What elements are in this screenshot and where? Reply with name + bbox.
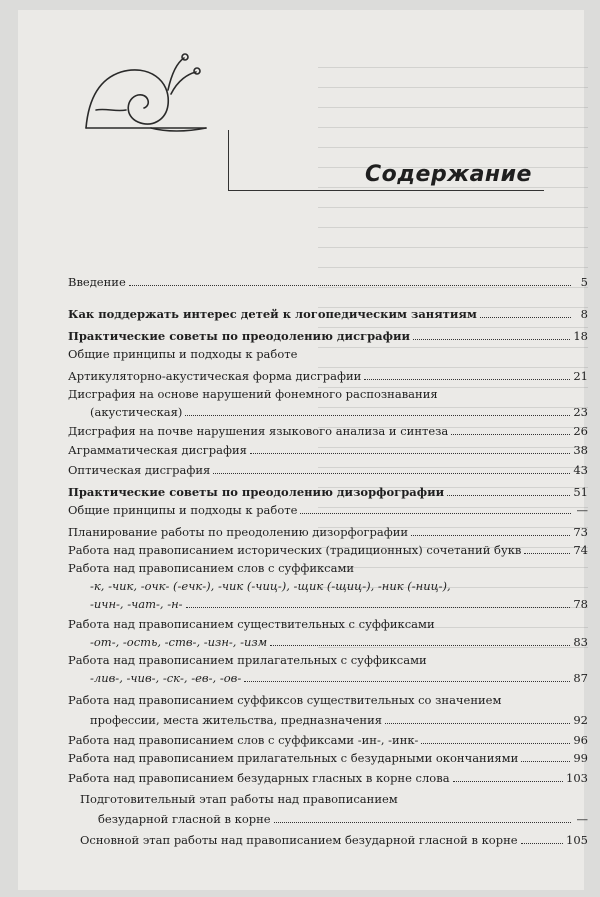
toc-page-number: — bbox=[576, 503, 588, 517]
toc-entry bbox=[68, 525, 588, 539]
toc-entry bbox=[68, 561, 588, 575]
toc-entry bbox=[98, 812, 588, 826]
toc-entry bbox=[68, 329, 588, 343]
toc-page-number: 78 bbox=[573, 597, 588, 611]
dot-leader bbox=[270, 644, 570, 646]
toc-page-number: 74 bbox=[573, 543, 588, 557]
toc-entry bbox=[68, 443, 588, 457]
toc-entry bbox=[90, 579, 588, 593]
dot-leader bbox=[364, 378, 570, 380]
toc-page-number: 38 bbox=[573, 443, 588, 457]
toc-entry bbox=[68, 693, 588, 707]
toc-page-number: 51 bbox=[573, 485, 588, 499]
toc-entry bbox=[68, 733, 588, 747]
toc-entry-title: Работа над правописанием прилагательных с безударными окончаниями bbox=[68, 751, 519, 765]
dot-leader bbox=[413, 338, 570, 340]
toc-entry bbox=[80, 833, 588, 847]
toc-page-number: 105 bbox=[566, 833, 588, 847]
toc-page-number: 43 bbox=[573, 463, 588, 477]
toc-page-number: 18 bbox=[573, 329, 588, 343]
toc-page-number: 23 bbox=[573, 405, 588, 419]
dot-leader bbox=[244, 680, 570, 682]
dot-leader bbox=[524, 552, 570, 554]
toc-entry-title: Подготовительный этап работы над правописанием bbox=[80, 792, 398, 806]
toc-entry bbox=[90, 713, 588, 727]
toc-page-number: 8 bbox=[580, 307, 588, 321]
toc-entry-title: Работа над правописанием прилагательных с суффиксами bbox=[68, 653, 427, 667]
toc-page-number: 87 bbox=[573, 671, 588, 685]
toc-entry-title: Общие принципы и подходы к работе bbox=[68, 347, 298, 361]
toc-entry bbox=[90, 597, 588, 611]
toc-entry bbox=[68, 387, 588, 401]
book-page bbox=[18, 10, 588, 890]
dot-leader bbox=[213, 472, 570, 474]
toc-entry bbox=[68, 485, 588, 499]
toc-entry-title: Аграмматическая дисграфия bbox=[68, 443, 247, 457]
toc-entry bbox=[68, 424, 588, 438]
toc-entry bbox=[68, 617, 588, 631]
toc-entry-title: (акустическая) bbox=[90, 405, 183, 419]
title-frame-vertical-line bbox=[228, 130, 229, 191]
toc-entry-title: Оптическая дисграфия bbox=[68, 463, 211, 477]
toc-entry-title: Дисграфия на почве нарушения языкового анализа и синтеза bbox=[68, 424, 449, 438]
toc-entry bbox=[68, 307, 588, 321]
toc-entry bbox=[68, 275, 588, 289]
toc-entry bbox=[68, 751, 588, 765]
toc-page-number: 96 bbox=[573, 733, 588, 747]
toc-entry-title: Работа над правописанием слов с суффиксами bbox=[68, 561, 355, 575]
toc-entry-title: -от-, -ость, -ств-, -изн-, -изм bbox=[90, 635, 268, 649]
toc-page-number: 92 bbox=[573, 713, 588, 727]
toc-page-number: 26 bbox=[573, 424, 588, 438]
toc-entry-title: Работа над правописанием исторических (традиционных) сочетаний букв bbox=[68, 543, 522, 557]
toc-entry bbox=[68, 543, 588, 557]
dot-leader bbox=[185, 414, 570, 416]
toc-page-number: 103 bbox=[566, 771, 588, 785]
toc-entry bbox=[68, 463, 588, 477]
toc-entry-title: Введение bbox=[68, 275, 126, 289]
toc-entry-title: Практические советы по преодолению дисграфии bbox=[68, 329, 411, 343]
toc-entry-title: -ичн-, -чат-, -н- bbox=[90, 597, 183, 611]
toc-entry-title: Дисграфия на основе нарушений фонемного распознавания bbox=[68, 387, 438, 401]
dot-leader bbox=[447, 494, 570, 496]
title-underline bbox=[228, 190, 544, 191]
toc-entry-title: -лив-, -чив-, -ск-, -ев-, -ов- bbox=[90, 671, 242, 685]
toc-entry-title: Работа над правописанием существительных с суффиксами bbox=[68, 617, 435, 631]
toc-entry-title: Основной этап работы над правописанием безударной гласной в корне bbox=[80, 833, 518, 847]
toc-entry bbox=[68, 347, 588, 361]
toc-entry bbox=[80, 792, 588, 806]
dot-leader bbox=[129, 284, 571, 286]
dot-leader bbox=[521, 842, 564, 844]
toc-entry-title: Работа над правописанием безударных гласных в корне слова bbox=[68, 771, 450, 785]
snail-illustration bbox=[76, 50, 216, 140]
toc-entry-title: Общие принципы и подходы к работе bbox=[68, 503, 298, 517]
dot-leader bbox=[421, 742, 570, 744]
dot-leader bbox=[453, 780, 563, 782]
dot-leader bbox=[385, 722, 570, 724]
dot-leader bbox=[250, 452, 570, 454]
toc-entry-title: Планирование работы по преодолению дизорфографии bbox=[68, 525, 409, 539]
toc-entry-title: профессии, места жительства, предназначения bbox=[90, 713, 382, 727]
toc-entry bbox=[68, 653, 588, 667]
toc-page-number: 5 bbox=[580, 275, 588, 289]
toc-entry bbox=[90, 635, 588, 649]
toc-page-number: 73 bbox=[573, 525, 588, 539]
toc-entry-title: Работа над правописанием слов с суффиксами -ин-, -инк- bbox=[68, 733, 419, 747]
toc-entry bbox=[68, 771, 588, 785]
toc-entry bbox=[90, 405, 588, 419]
toc-entry-title: Практические советы по преодолению дизорфографии bbox=[68, 485, 445, 499]
dot-leader bbox=[521, 760, 570, 762]
dot-leader bbox=[411, 534, 570, 536]
toc-entry bbox=[68, 503, 588, 517]
toc-entry bbox=[68, 369, 588, 383]
dot-leader bbox=[300, 512, 571, 514]
dot-leader bbox=[480, 316, 571, 318]
toc-page-number: 99 bbox=[573, 751, 588, 765]
toc-entry-title: Работа над правописанием суффиксов существительных со значением bbox=[68, 693, 502, 707]
toc-entry-title: Как поддержать интерес детей к логопедическим занятиям bbox=[68, 307, 477, 321]
toc-page-number: 83 bbox=[573, 635, 588, 649]
toc-entry-title: безударной гласной в корне bbox=[98, 812, 271, 826]
dot-leader bbox=[186, 606, 571, 608]
toc-entry bbox=[90, 671, 588, 685]
toc-page-number: — bbox=[576, 812, 588, 826]
dot-leader bbox=[274, 821, 571, 823]
dot-leader bbox=[451, 433, 570, 435]
page-title: Содержание bbox=[365, 162, 532, 187]
toc-entry-title: Артикуляторно-акустическая форма дисграфии bbox=[68, 369, 362, 383]
toc-entry-title: -к, -чик, -очк- (-ечк-), -чик (-чиц-), -щик (-щиц-), -ник (-ниц-), bbox=[90, 579, 451, 593]
toc-page-number: 21 bbox=[573, 369, 588, 383]
